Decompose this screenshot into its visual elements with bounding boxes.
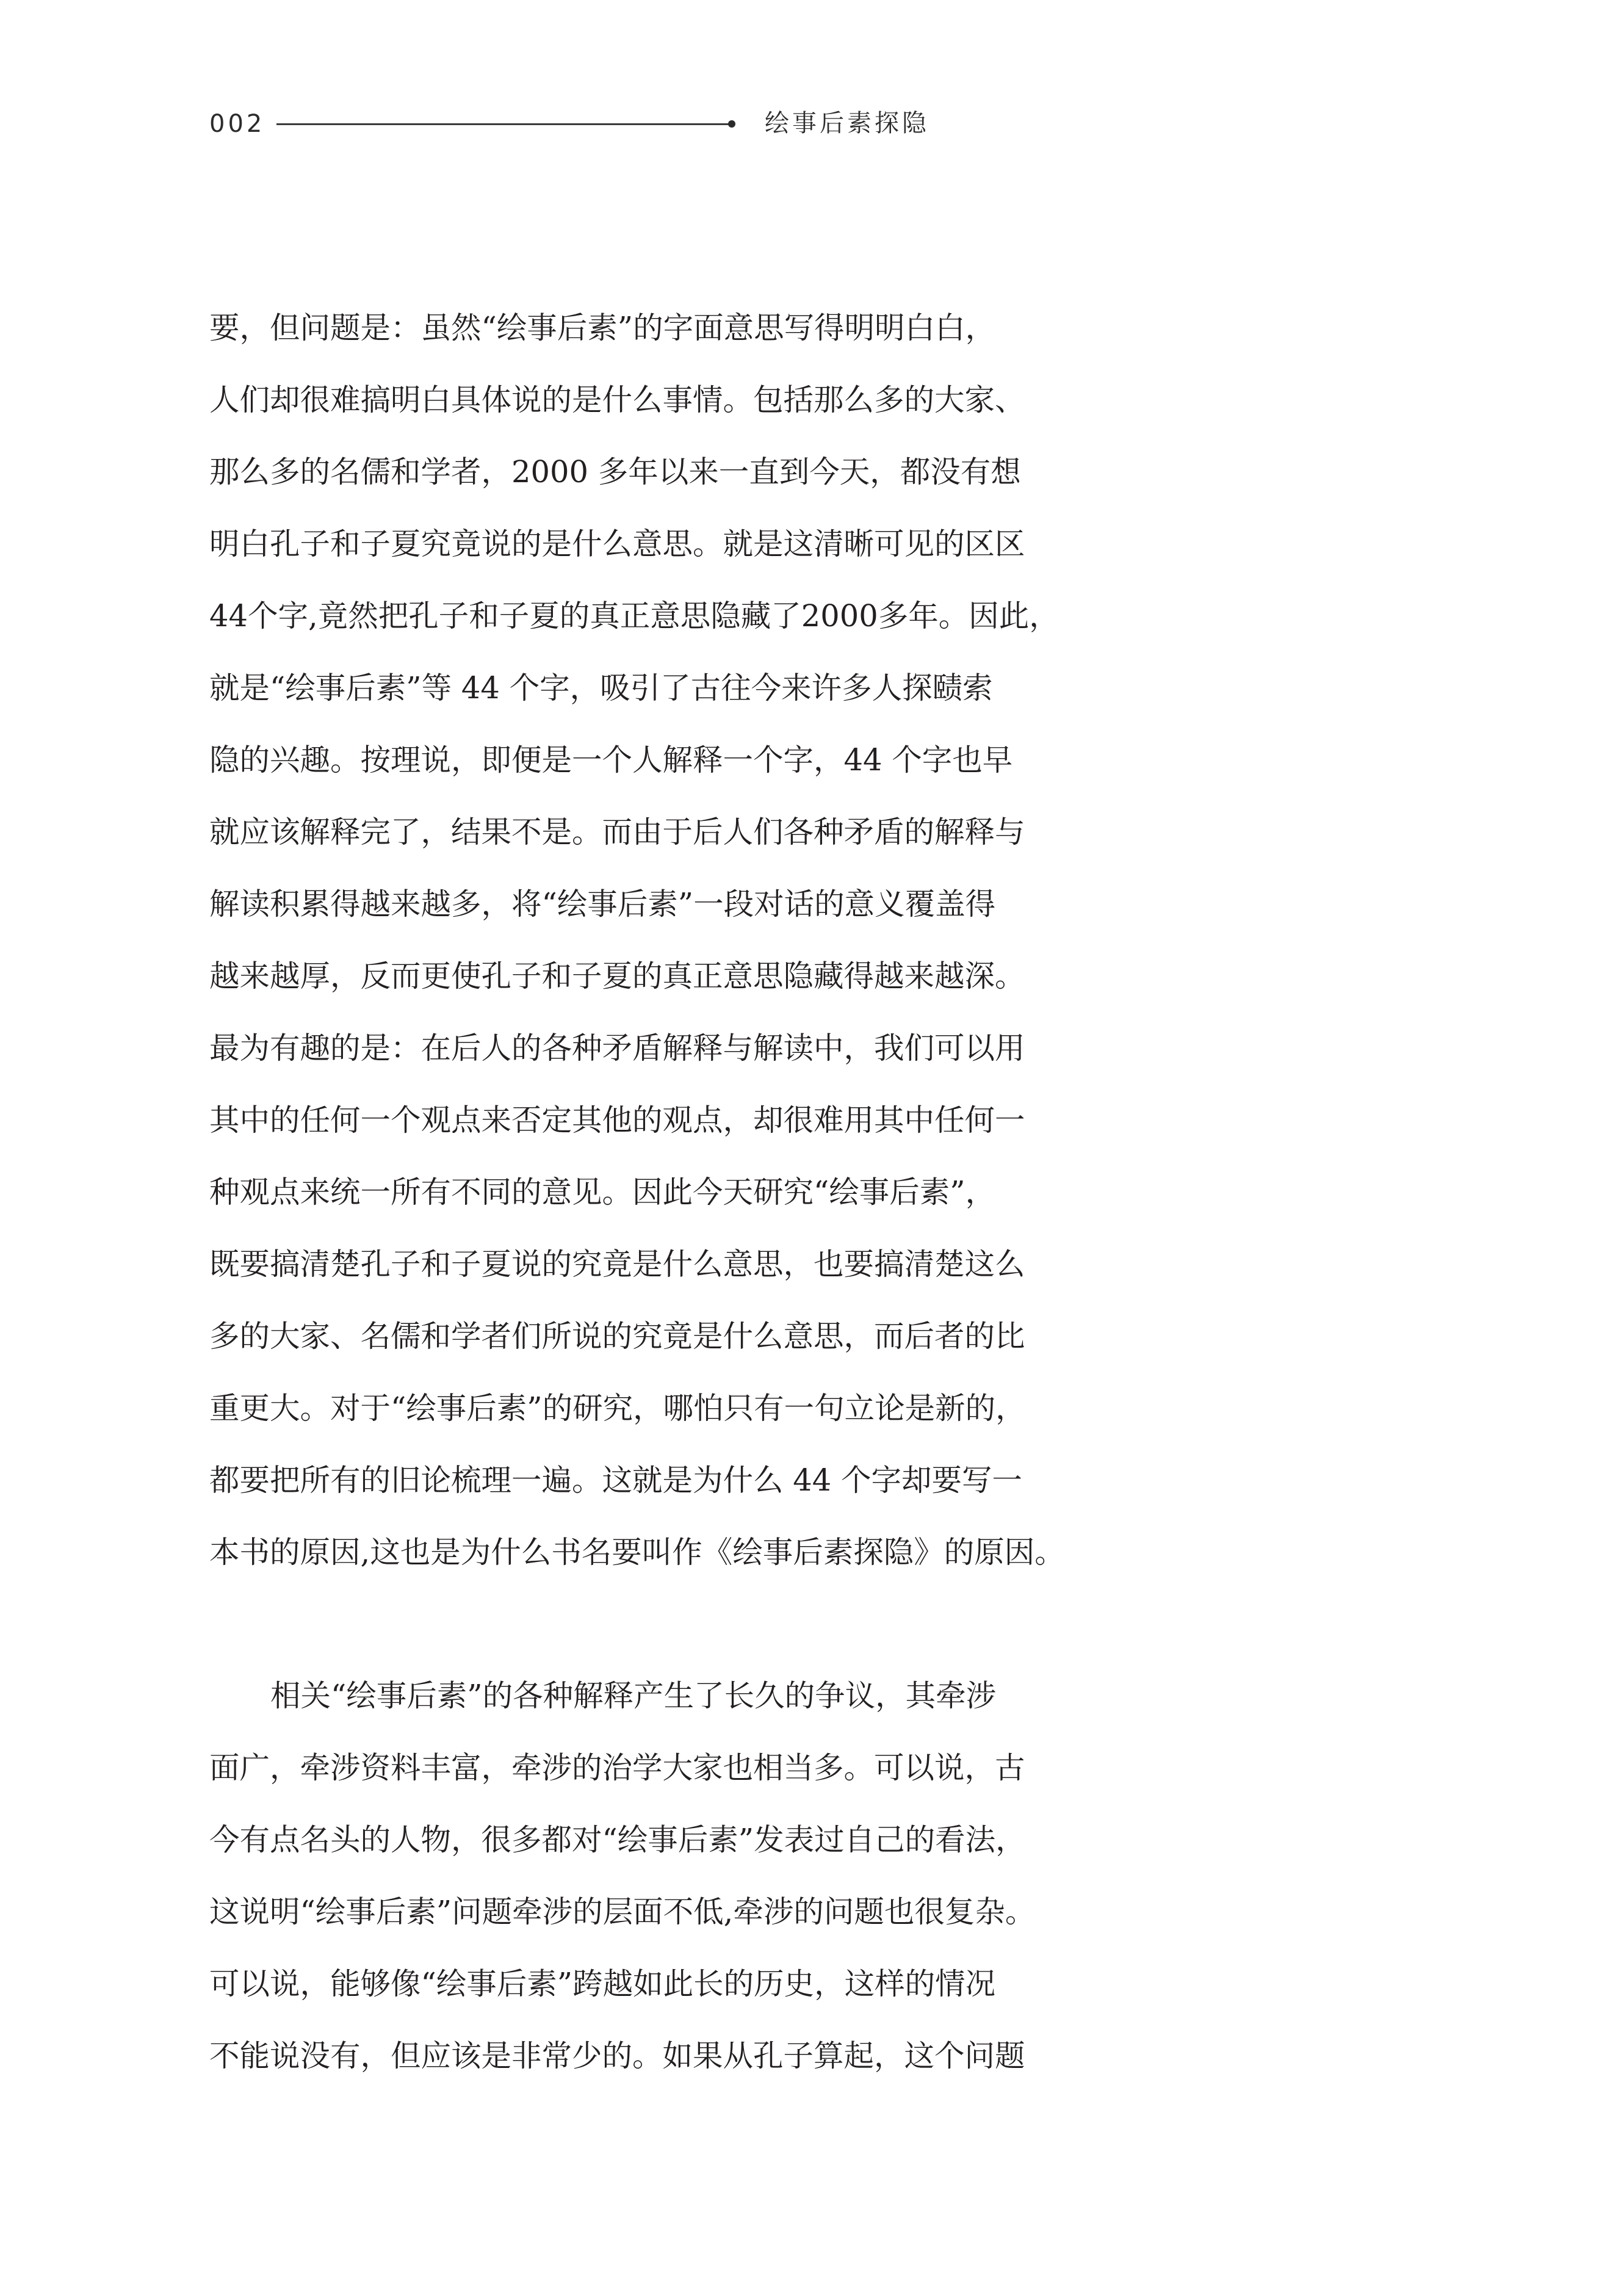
page-number: 002 <box>209 110 265 138</box>
paragraph-1 <box>209 292 1119 1588</box>
text-line: 不能说没有，但应该是非常少的。如果从孔子算起，这个问题 <box>209 2038 1025 2073</box>
text-line: 重更大。对于“绘事后素”的研究，哪怕只有一句立论是新的， <box>209 1390 1026 1426</box>
text-line: 隐的兴趣。按理说，即便是一个人解释一个字，44 个字也早 <box>209 742 1013 778</box>
text-line: 解读积累得越来越多，将“绘事后素”一段对话的意义覆盖得 <box>209 886 996 922</box>
text-line: 要，但问题是：虽然“绘事后素”的字面意思写得明明白白， <box>209 310 996 345</box>
text-line: 都要把所有的旧论梳理一遍。这就是为什么 44 个字却要写一 <box>209 1462 1022 1498</box>
paragraph-2 <box>209 1660 1119 2092</box>
text-line: 今有点名头的人物，很多都对“绘事后素”发表过自己的看法， <box>209 1822 1026 1857</box>
text-line: 人们却很难搞明白具体说的是什么事情。包括那么多的大家、 <box>209 382 1025 417</box>
header-rule <box>276 123 734 125</box>
text-line: 最为有趣的是：在后人的各种矛盾解释与解读中，我们可以用 <box>209 1030 1025 1066</box>
text-line: 44个字,竟然把孔子和子夏的真正意思隐藏了2000多年。因此， <box>209 598 1059 634</box>
text-line: 那么多的名儒和学者，2000 多年以来一直到今天，都没有想 <box>209 454 1021 490</box>
header-dot <box>728 120 735 128</box>
paragraph-gap <box>209 1588 1119 1660</box>
text-line: 可以说，能够像“绘事后素”跨越如此长的历史，这样的情况 <box>209 1966 996 2001</box>
running-header <box>209 103 929 145</box>
text-line: 这说明“绘事后素”问题牵涉的层面不低,牵涉的问题也很复杂。 <box>209 1894 1036 1929</box>
text-line: 其中的任何一个观点来否定其他的观点，却很难用其中任何一 <box>209 1102 1025 1138</box>
text-line: 相关“绘事后素”的各种解释产生了长久的争议，其牵涉 <box>270 1678 997 1713</box>
text-line: 就是“绘事后素”等 44 个字，吸引了古往今来许多人探赜索 <box>209 670 993 706</box>
text-line: 面广，牵涉资料丰富，牵涉的治学大家也相当多。可以说，古 <box>209 1750 1025 1785</box>
text-line: 本书的原因,这也是为什么书名要叫作《绘事后素探隐》的原因。 <box>209 1534 1065 1570</box>
book-title: 绘事后素探隐 <box>765 109 929 137</box>
text-line: 明白孔子和子夏究竟说的是什么意思。就是这清晰可见的区区 <box>209 526 1025 562</box>
body-text <box>209 292 1119 2092</box>
text-line: 就应该解释完了，结果不是。而由于后人们各种矛盾的解释与 <box>209 814 1025 850</box>
text-line: 种观点来统一所有不同的意见。因此今天研究“绘事后素”， <box>209 1174 996 1210</box>
text-line: 多的大家、名儒和学者们所说的究竟是什么意思，而后者的比 <box>209 1318 1025 1354</box>
text-line: 越来越厚，反而更使孔子和子夏的真正意思隐藏得越来越深。 <box>209 958 1025 994</box>
text-line: 既要搞清楚孔子和子夏说的究竟是什么意思，也要搞清楚这么 <box>209 1246 1025 1282</box>
